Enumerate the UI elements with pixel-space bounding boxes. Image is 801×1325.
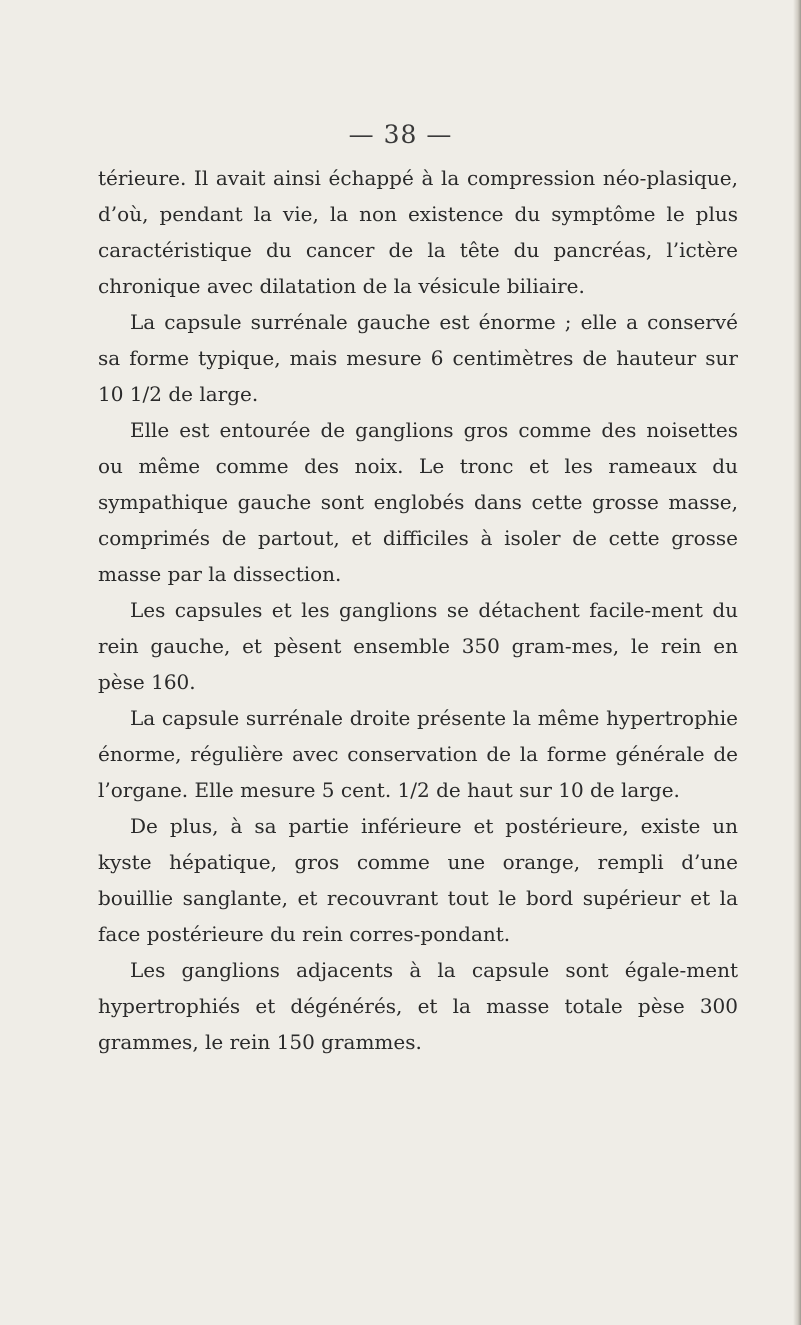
- paragraph-5: La capsule surrénale droite présente la même hypertrophie énorme, régulière avec conservation de la forme générale de l’organe. Elle mesure 5 cent. 1/2 de haut sur 10 de large.: [98, 706, 738, 802]
- page-number: — 38 —: [348, 120, 453, 149]
- page-edge-shadow: [793, 0, 801, 1325]
- paragraph-4: Les capsules et les ganglions se détachent facile-ment du rein gauche, et pèsent ensemble 350 gram-mes, le rein en pèse 160.: [98, 598, 738, 694]
- paragraph-7: Les ganglions adjacents à la capsule sont égale-ment hypertrophiés et dégénérés, et la masse totale pèse 300 grammes, le rein 150 grammes.: [98, 958, 738, 1054]
- paragraph-6: De plus, à sa partie inférieure et postérieure, existe un kyste hépatique, gros comme une orange, rempli d’une bouillie sanglante, et recouvrant tout le bord supérieur et la face postérieure du rein corres-pondant.: [98, 814, 738, 946]
- paragraph-1: térieure. Il avait ainsi échappé à la compression néo-plasique, d’où, pendant la vie, la non existence du symptôme le plus caractéristique du cancer de la tête du pancréas, l’ictère chronique avec dilatation de la vésicule biliaire.: [98, 166, 738, 298]
- paragraph-3: Elle est entourée de ganglions gros comme des noisettes ou même comme des noix. Le tronc et les rameaux du sympathique gauche sont englobés dans cette grosse masse, comprimés de partout, et difficiles à isoler de cette grosse masse par la dissection.: [98, 418, 738, 586]
- body-text: [98, 160, 738, 1060]
- paragraph-2: La capsule surrénale gauche est énorme ; elle a conservé sa forme typique, mais mesure 6 centimètres de hauteur sur 10 1/2 de large.: [98, 310, 738, 406]
